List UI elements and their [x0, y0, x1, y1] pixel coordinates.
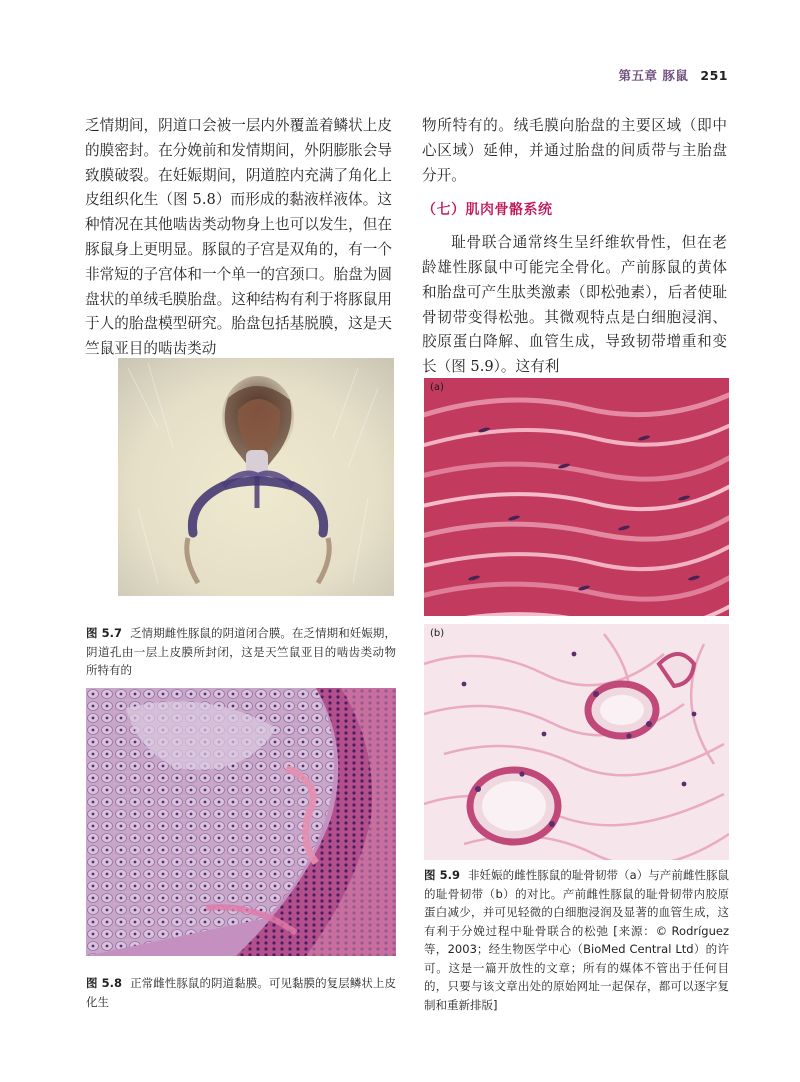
figure-5-9-caption	[424, 866, 729, 1014]
running-header	[619, 66, 728, 84]
body-paragraph-continuation: 物所特有的。绒毛膜向胎盘的主要区域（即中心区域）延伸，并通过胎盘的间质带与主胎盘分开。	[422, 117, 727, 184]
left-text-column	[85, 114, 392, 362]
figure-5-9-label: 图 5.9	[424, 868, 460, 882]
figure-5-7-label: 图 5.7	[86, 626, 123, 640]
ligament-histology-panel-b	[424, 624, 729, 860]
figure-5-7-caption	[86, 624, 396, 680]
section-heading: （七）肌肉骨骼系统	[422, 202, 553, 219]
chapter-title: 第五章 豚鼠	[618, 68, 689, 83]
vaginal-mucosa-histology	[86, 688, 396, 956]
figure-5-9-caption-text: 非妊娠的雌性豚鼠的耻骨韧带（a）与产前雌性豚鼠的耻骨韧带（b）的对比。产前雌性豚鼠的耻骨韧带内胶原蛋白减少，并可见轻微的白细胞浸润及显著的血管生成，这有利于分娩过程中耻骨联合的松弛 [来源：© Rodríguez 等，2003；经生物医学中心（BioMed Central Ltd）的许可。这是一篇开放性的文章；所有的媒体不管出于任何目的，只要与该文章出处的原始网址一起保存，都可以逐字复制和重新排版]	[424, 868, 729, 1012]
figure-5-7-caption-text: 乏情期雌性豚鼠的阴道闭合膜。在乏情期和妊娠期，阴道孔由一层上皮膜所封闭，这是天竺鼠亚目的啮齿类动物所特有的	[86, 626, 396, 677]
right-text-column	[422, 114, 727, 380]
body-paragraph: 耻骨联合通常终生呈纤维软骨性，但在老龄雄性豚鼠中可能完全骨化。产前豚鼠的黄体和胎盘可产生肽类激素（即松弛素），后者使耻骨韧带变得松弛。其微观特点是白细胞浸润、胶原蛋白降解、血管生成，导致韧带增重和变长（图 5.9）。这有利	[422, 234, 727, 376]
figure-5-7-image	[118, 358, 394, 596]
panel-a-label: (a)	[430, 382, 444, 393]
figure-5-9a-image	[424, 378, 729, 616]
vaginal-membrane-photo	[118, 358, 394, 596]
page-number: 251	[700, 68, 728, 83]
panel-b-label: (b)	[430, 628, 445, 639]
figure-5-8-image	[86, 688, 396, 956]
figure-5-8-label: 图 5.8	[86, 976, 123, 990]
figure-5-8-caption-text: 正常雌性豚鼠的阴道黏膜。可见黏膜的复层鳞状上皮化生	[86, 976, 396, 1009]
figure-5-8-caption	[86, 974, 396, 1011]
body-paragraph: 乏情期间，阴道口会被一层内外覆盖着鳞状上皮的膜密封。在分娩前和发情期间，外阴膨胀会导致膜破裂。在妊娠期间，阴道腔内充满了角化上皮组织化生（图 5.8）而形成的黏液样液体。这种情况在其他啮齿类动物身上也可以发生，但在豚鼠身上更明显。豚鼠的子宫是双角的，有一个非常短的子宫体和一个单一的宫颈口。胎盘为圆盘状的单绒毛膜胎盘。这种结构有利于将豚鼠用于人的胎盘模型研究。胎盘包括基脱膜，这是天竺鼠亚目的啮齿类动	[85, 117, 392, 358]
ligament-histology-panel-a	[424, 378, 729, 616]
figure-5-9b-image	[424, 624, 729, 860]
